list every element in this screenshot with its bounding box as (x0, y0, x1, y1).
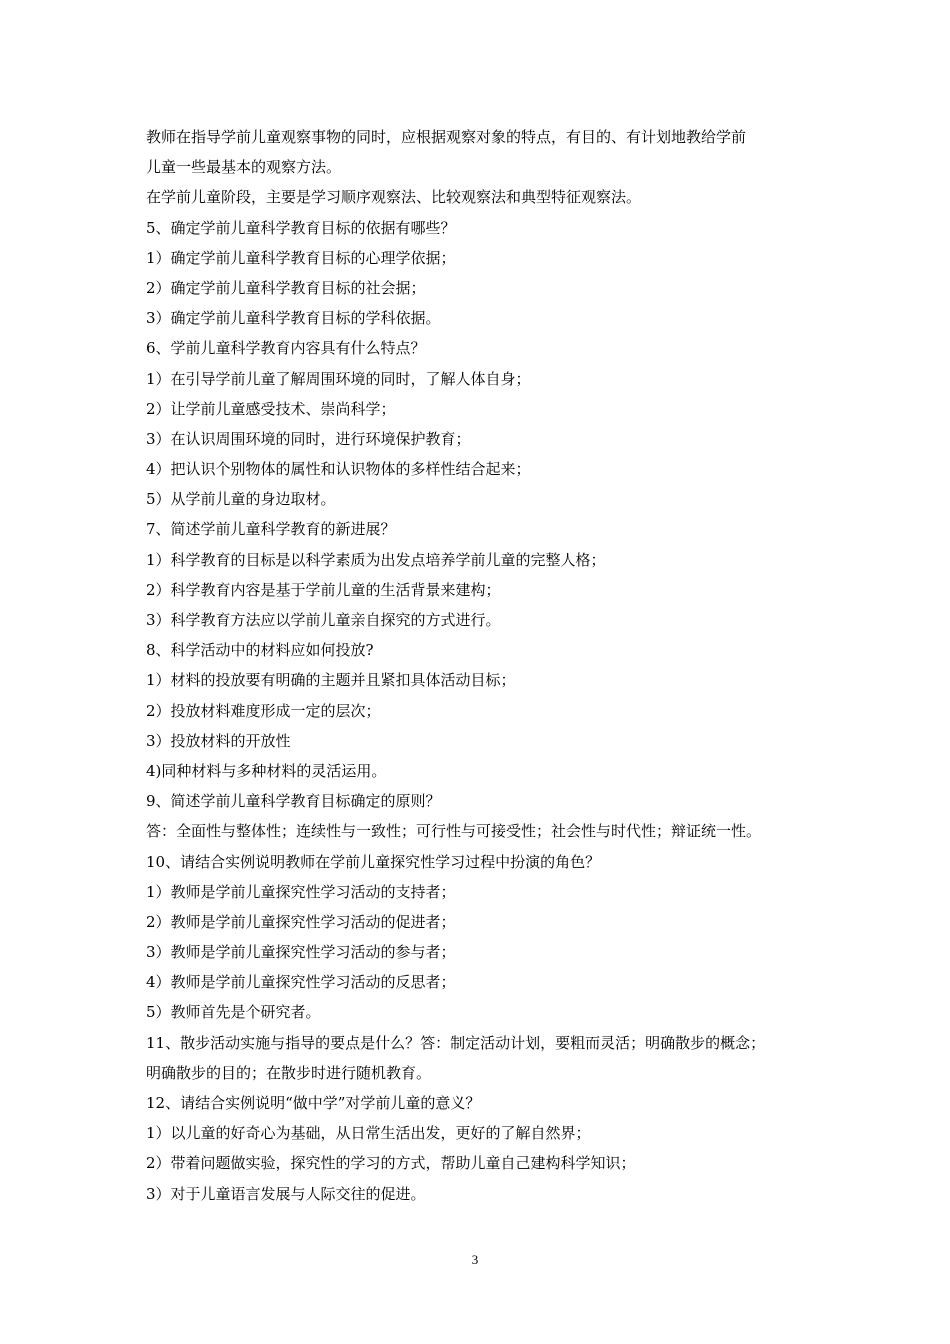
text-line: 明确散步的目的；在散步时进行随机教育。 (146, 1063, 432, 1082)
text-line: 1）教师是学前儿童探究性学习活动的支持者； (146, 882, 456, 901)
text-line: 3）对于儿童语言发展与人际交往的促进。 (146, 1184, 426, 1203)
text-line: 3）科学教育方法应以学前儿童亲自探究的方式进行。 (146, 611, 501, 629)
text-line: 8、科学活动中的材料应如何投放? (146, 641, 374, 660)
text-line: 1）确定学前儿童科学教育目标的心理学依据； (146, 248, 456, 267)
text-line: 2）让学前儿童感受技术、崇尚科学； (146, 399, 396, 418)
text-line: 答：全面性与整体性；连续性与一致性；可行性与可接受性；社会性与时代性；辩证统一性。 (146, 822, 762, 841)
text-line: 11、散步活动实施与指导的要点是什么？答：制定活动计划，要粗而灵活；明确散步的概念； (146, 1033, 766, 1052)
text-line: 教师在指导学前儿童观察事物的同时，应根据观察对象的特点，有目的、有计划地教给学前 (146, 128, 747, 146)
text-line: 3）确定学前儿童科学教育目标的学科依据。 (146, 309, 441, 328)
text-line: 5）教师首先是个研究者。 (146, 1003, 321, 1022)
text-line: 4)同种材料与多种材料的灵活运用。 (146, 761, 387, 780)
text-line: 3）在认识周围环境的同时，进行环境保护教育； (146, 429, 471, 448)
text-line: 1）在引导学前儿童了解周围环境的同时，了解人体自身； (146, 369, 531, 388)
text-line: 4）把认识个别物体的属性和认识物体的多样性结合起来； (146, 460, 531, 479)
text-line: 3）投放材料的开放性 (146, 731, 291, 750)
text-line: 6、学前儿童科学教育内容具有什么特点？ (146, 339, 426, 358)
text-line: 10、请结合实例说明教师在学前儿童探究性学习过程中扮演的角色？ (146, 852, 601, 871)
text-line: 1）材料的投放要有明确的主题并且紧扣具体活动目标； (146, 671, 516, 690)
text-line: 1）以儿童的好奇心为基础，从日常生活出发，更好的了解自然界； (146, 1124, 591, 1143)
text-line: 1）科学教育的目标是以科学素质为出发点培养学前儿童的完整人格； (146, 550, 606, 569)
text-line: 7、简述学前儿童科学教育的新进展？ (146, 520, 396, 539)
text-line: 2）带着问题做实验，探究性的学习的方式，帮助儿童自己建构科学知识； (146, 1154, 636, 1173)
text-line: 5）从学前儿童的身边取材。 (146, 490, 336, 509)
page-number: 3 (471, 1252, 479, 1267)
text-line: 2）确定学前儿童科学教育目标的社会据； (146, 278, 426, 297)
text-line: 12、请结合实例说明“做中学”对学前儿童的意义？ (146, 1094, 481, 1112)
text-line: 2）科学教育内容是基于学前儿童的生活背景来建构； (146, 580, 501, 599)
text-line: 5、确定学前儿童科学教育目标的依据有哪些？ (146, 218, 456, 237)
text-line: 2）教师是学前儿童探究性学习活动的促进者； (146, 912, 456, 931)
text-line: 9、简述学前儿童科学教育目标确定的原则？ (146, 792, 441, 811)
page-body (146, 122, 816, 1209)
text-line: 儿童一些最基本的观察方法。 (146, 158, 342, 177)
text-line: 4）教师是学前儿童探究性学习活动的反思者； (146, 973, 456, 992)
text-line: 3）教师是学前儿童探究性学习活动的参与者； (146, 943, 456, 962)
text-line: 在学前儿童阶段，主要是学习顺序观察法、比较观察法和典型特征观察法。 (146, 188, 642, 207)
text-line: 2）投放材料难度形成一定的层次； (146, 701, 381, 720)
